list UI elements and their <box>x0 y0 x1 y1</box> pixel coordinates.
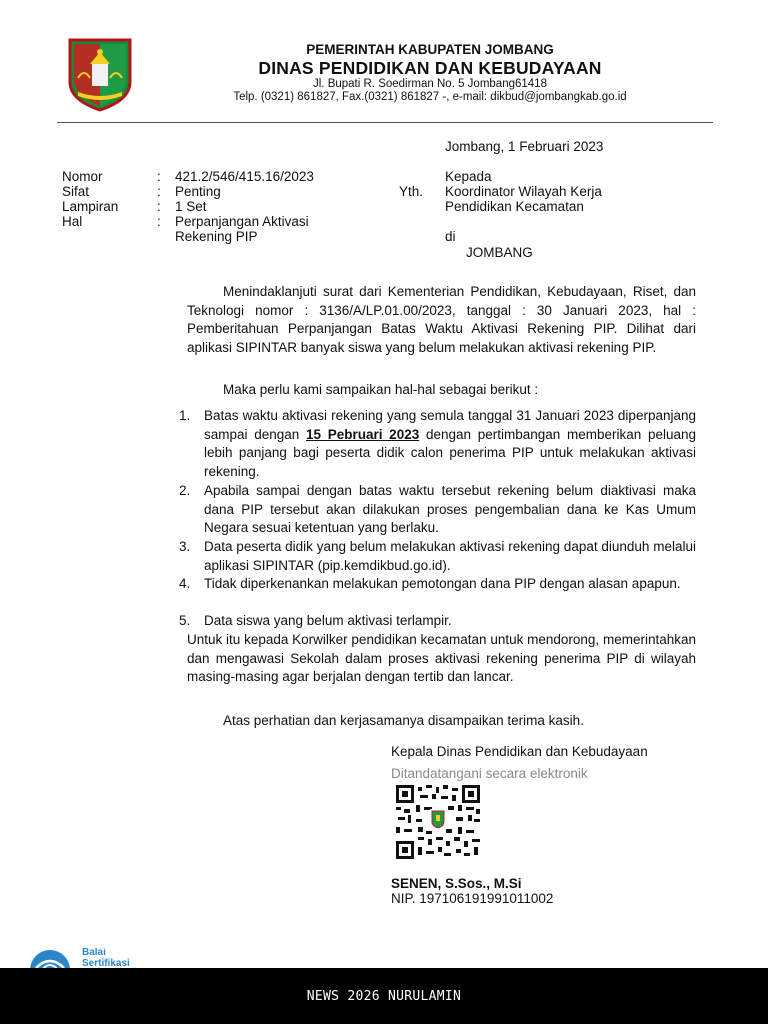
list-item-text <box>204 407 696 481</box>
meta-value-lampiran: 1 Set <box>175 199 207 214</box>
meta-value-hal-line2: Rekening PIP <box>175 229 258 244</box>
list-item-text: Data peserta didik yang belum melakukan aktivasi rekening dapat diunduh melalui aplikasi SIPINTAR (pip.kemdikbud.go.id). <box>204 539 696 573</box>
list-item-text: Tidak diperkenankan melakukan pemotongan dana PIP dengan alasan apapun. <box>204 576 681 591</box>
letterhead-address: Jl. Bupati R. Soedirman No. 5 Jombang61418 <box>313 78 547 90</box>
list-item-text: Data siswa yang belum aktivasi terlampir. <box>204 613 452 628</box>
meta-label-nomor: Nomor <box>62 169 103 184</box>
meta-value-nomor: 421.2/546/415.16/2023 <box>175 169 314 184</box>
recipient-city: JOMBANG <box>466 245 533 260</box>
recipient-line1: Koordinator Wilayah Kerja <box>445 184 602 199</box>
bsre-logo <box>26 948 156 970</box>
letterhead-contact: Telp. (0321) 861827, Fax.(0321) 861827 -, e-mail: dikbud@jombangkab.go.id <box>233 91 627 103</box>
recipient-line2: Pendidikan Kecamatan <box>445 199 584 214</box>
letterhead-government: PEMERINTAH KABUPATEN JOMBANG <box>306 42 554 57</box>
signature-qr-code <box>396 785 480 859</box>
body-paragraph-4: Atas perhatian dan kerjasamanya disampaikan terima kasih. <box>223 713 584 728</box>
watermark-text: NEWS 2026 NURULAMIN <box>306 988 462 1004</box>
meta-colon: : <box>157 214 161 229</box>
letterhead-agency: DINAS PENDIDIKAN DAN KEBUDAYAAN <box>258 58 602 78</box>
letter-date: Jombang, 1 Februari 2023 <box>445 139 604 154</box>
list-item-text-post: dengan pertimbangan memberikan peluang lebih panjang bagi peserta didik calon penerima PIP untuk melakukan aktivasi rekening. <box>204 426 696 479</box>
list-item <box>179 407 696 481</box>
list-item <box>179 538 696 575</box>
body-paragraph-2: Maka perlu kami sampaikan hal-hal sebagai berikut : <box>223 382 539 397</box>
signer-name: SENEN, S.Sos., M.Si <box>391 876 522 891</box>
watermark-banner <box>0 968 768 1024</box>
list-item-text: Apabila sampai dengan batas waktu tersebut rekening belum diaktivasi maka dana PIP tersebut akan dilakukan proses pengembalian dana ke Kas Umum Negara sesuai ketentuan yang berlaku. <box>204 483 696 535</box>
meta-label-sifat: Sifat <box>62 184 90 199</box>
list-item <box>179 612 696 631</box>
meta-colon: : <box>157 169 161 184</box>
signature-title: Kepala Dinas Pendidikan dan Kebudayaan <box>391 744 648 759</box>
list-item <box>179 482 696 538</box>
list-number: 5. <box>179 613 191 628</box>
list-item-text-pre: Batas waktu aktivasi rekening yang semula tanggal 31 Januari 2023 diperpanjang sampai dengan <box>204 408 696 442</box>
meta-colon: : <box>157 184 161 199</box>
meta-value-sifat: Penting <box>175 184 221 199</box>
body-paragraph-3: Untuk itu kepada Korwilker pendidikan kecamatan untuk mendorong, memerintahkan dan mengawasi Sekolah dalam proses aktivasi rekening penerima PIP di wilayah masing-masing agar berjalan dengan tertib dan lancar. <box>187 632 696 684</box>
recipient-kepada: Kepada <box>445 169 492 184</box>
letterhead-divider <box>57 122 713 123</box>
extended-deadline: 15 Pebruari 2023 <box>305 426 420 442</box>
meta-value-hal: Perpanjangan Aktivasi <box>175 214 309 229</box>
list-number: 3. <box>179 539 191 554</box>
meta-colon: : <box>157 199 161 214</box>
list-item <box>179 575 696 594</box>
kabupaten-jombang-logo <box>68 38 132 112</box>
bsre-label-1: Balai <box>82 948 106 958</box>
recipient-yth: Yth. <box>399 184 424 199</box>
esign-note: Ditandatangani secara elektronik <box>391 766 588 781</box>
meta-label-lampiran: Lampiran <box>62 199 119 214</box>
list-number: 1. <box>179 408 191 423</box>
list-number: 2. <box>179 483 191 498</box>
signer-nip: NIP. 197106191991011002 <box>391 891 554 906</box>
recipient-di: di <box>445 229 456 244</box>
bsre-label-2: Sertifikasi <box>82 957 130 969</box>
bsre-mark-icon <box>26 948 74 970</box>
list-number: 4. <box>179 576 191 591</box>
meta-label-hal: Hal <box>62 214 83 229</box>
body-paragraph-1: Menindaklanjuti surat dari Kementerian Pendidikan, Kebudayaan, Riset, dan Teknologi nomor : 3136/A/LP.01.00/2023, tanggal : 30 Januari 2023, hal : Pemberitahuan Perpanjangan Batas Waktu Aktivasi Rekening PIP. Dilihat dari aplikasi SIPINTAR banyak siswa yang belum melakukan aktivasi rekening PIP. <box>187 284 696 355</box>
